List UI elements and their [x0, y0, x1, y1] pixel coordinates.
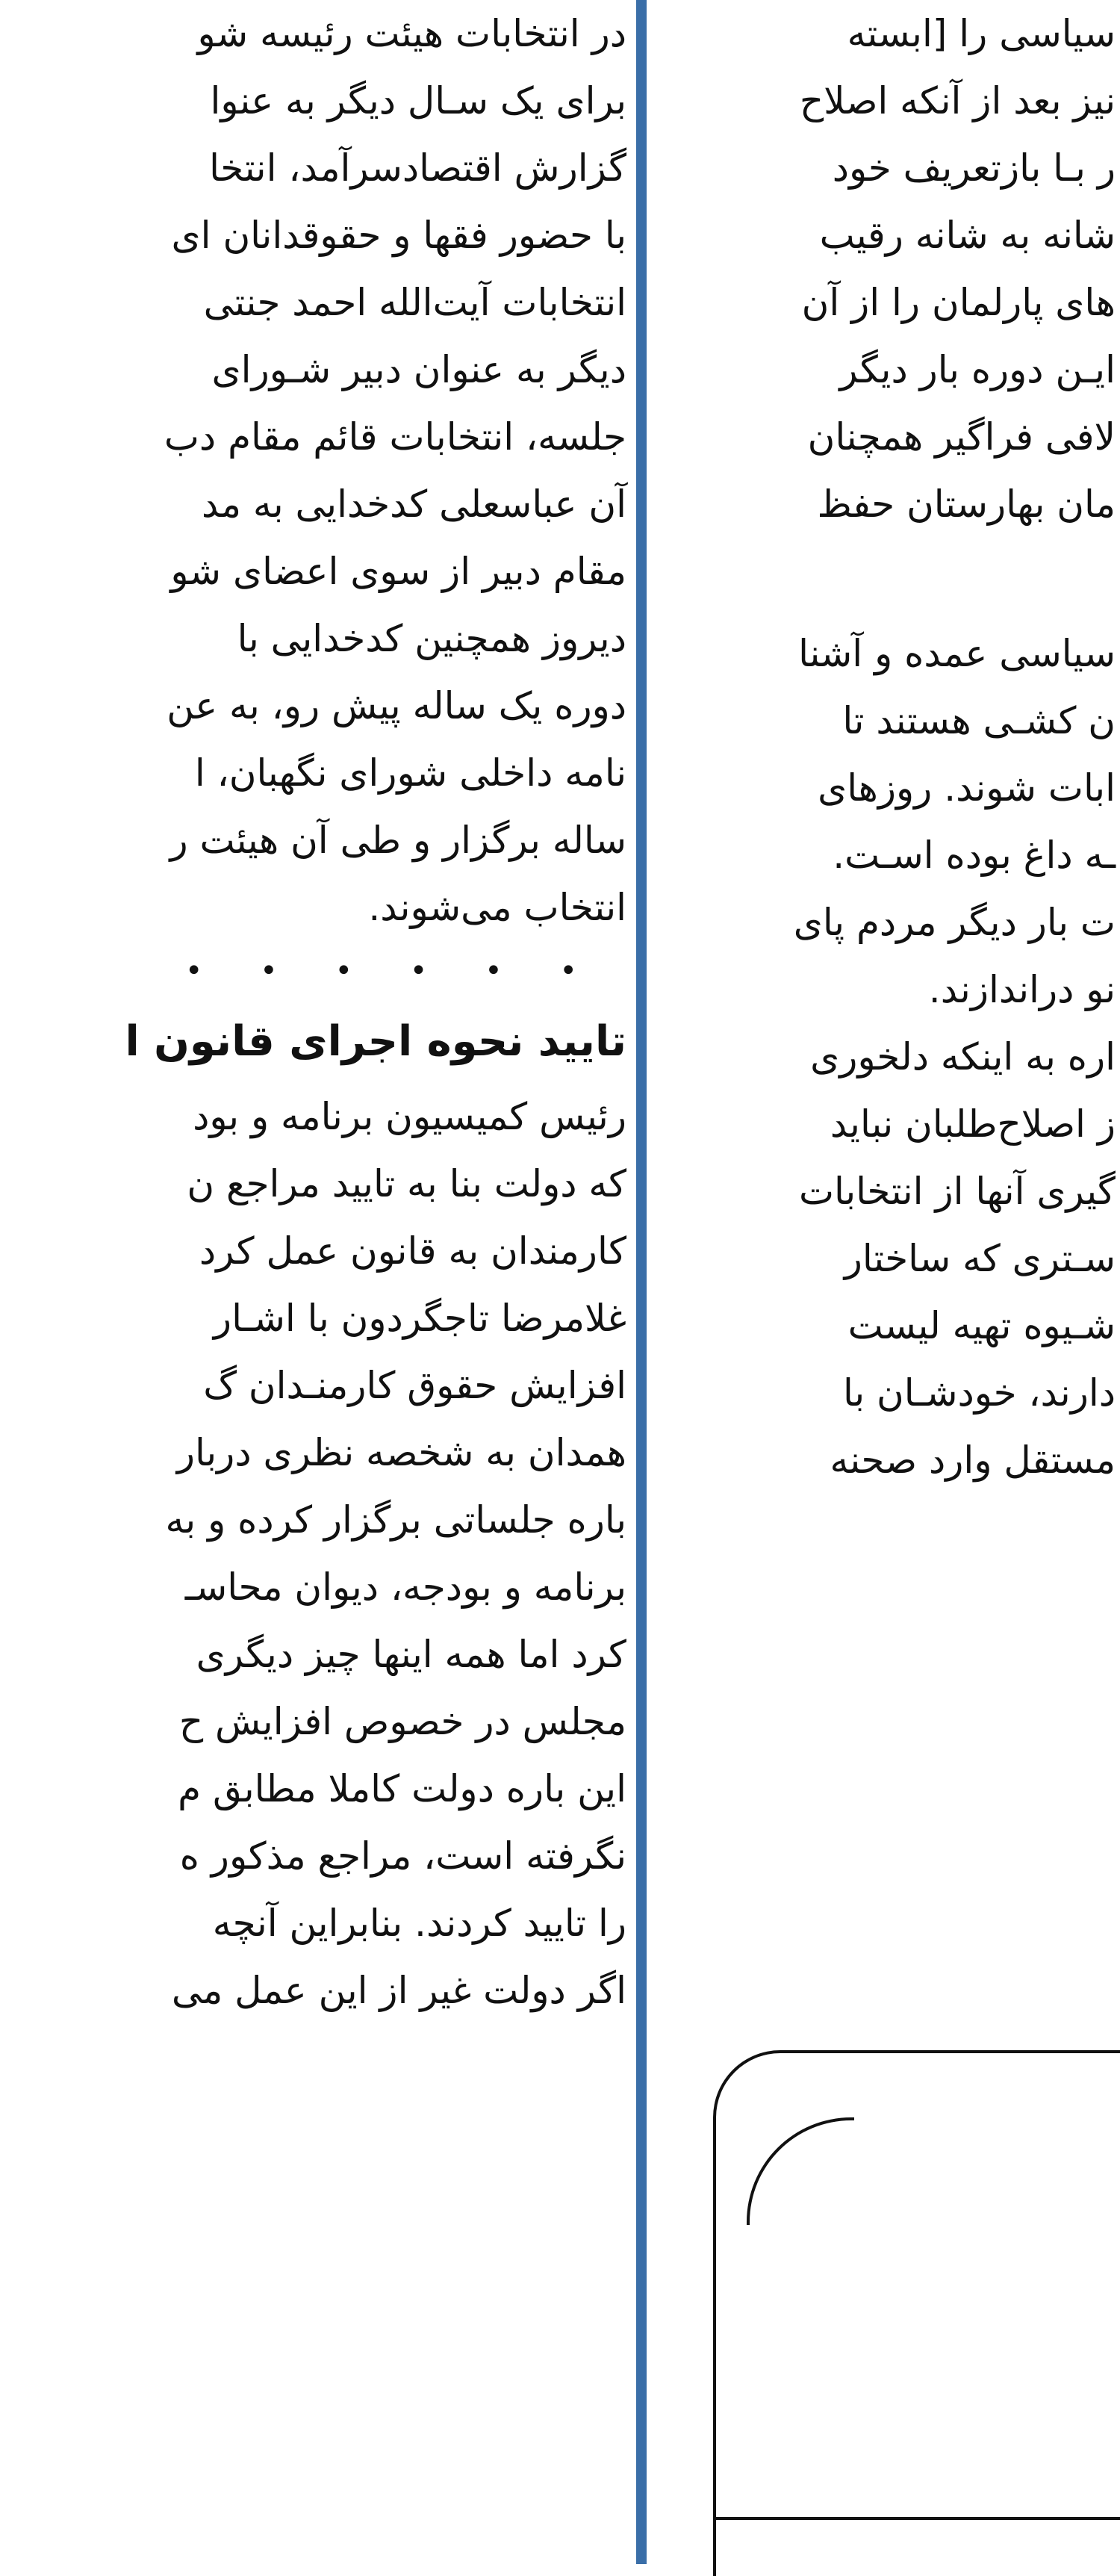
- text-line: ساله برگزار و طی آن هیئت ر: [169, 819, 626, 862]
- text-line: همدان به شخصه نظری دربار: [176, 1431, 626, 1474]
- text-line: جلسه، انتخابات قائم مقام دب: [164, 415, 626, 459]
- budget-article-body: [0, 1083, 631, 2024]
- text-line: مجلس در خصوص افزایش ح: [178, 1700, 626, 1743]
- article-headline: تایید نحوه اجرای قانون ا: [125, 1017, 626, 1066]
- article-left-column: [657, 0, 1120, 1494]
- text-line: دوره یک ساله پیش رو، به عن: [167, 684, 626, 727]
- text-line: سیاسی عمده و آشنا: [798, 632, 1116, 675]
- section-separator: • • • • • •: [184, 954, 601, 988]
- text-line: مستقل وارد صحنه: [830, 1438, 1116, 1482]
- image-frame: [713, 2050, 1120, 2576]
- left-article-body-bottom: [657, 620, 1120, 1494]
- text-line: سیاسی را [ابسته: [847, 12, 1116, 55]
- text-line: این باره دولت کاملا مطابق م: [178, 1767, 626, 1810]
- frame-bottom-rule: [713, 2517, 1120, 2520]
- text-line: رئیس کمیسیون برنامه و بود: [193, 1095, 626, 1138]
- text-line: که دولت بنا به تایید مراجع ن: [187, 1162, 626, 1205]
- text-line: های پارلمان را از آن: [801, 281, 1116, 324]
- text-line: گزارش اقتصادسرآمد، انتخا: [209, 146, 626, 190]
- text-line: برای یک سـال دیگر به عنوا: [210, 79, 626, 122]
- text-line: در انتخابات هیئت رئیسه شو: [197, 12, 626, 55]
- text-line: ت بار دیگر مردم پای: [793, 901, 1116, 944]
- article-right-column: [0, 0, 631, 2024]
- text-line: نو درانداز‌ند.: [928, 968, 1116, 1011]
- text-line: اره به اینکه دلخوری: [810, 1035, 1116, 1078]
- text-line: ن کشـی هستند تا: [842, 699, 1116, 742]
- text-line: انتخاب می‌شوند.: [368, 886, 626, 929]
- text-line: شـیوه تهیه لیست: [847, 1304, 1116, 1347]
- text-line: غلامرضا تاجگردون با اشـار: [213, 1297, 626, 1340]
- text-line: را تایید کردند. بنابراین آنچه: [212, 1902, 626, 1945]
- text-line: دیروز همچنین کدخدایی با: [237, 617, 626, 660]
- text-line: لافی فراگیر همچنان: [807, 415, 1116, 459]
- text-line: گیری آنها از انتخابات: [798, 1170, 1116, 1213]
- text-line: مان بهارستان حفظ: [817, 482, 1116, 526]
- text-line: آن عباسعلی کدخدایی به مد: [201, 482, 626, 526]
- text-line: اگر دولت غیر از این عمل می: [171, 1969, 626, 2012]
- text-line: انتخابات آیت‌الله احمد جنتی: [203, 281, 626, 324]
- text-line: برنامه و بودجه، دیوان محاسـ: [184, 1565, 626, 1609]
- text-line: ابات شوند. روزهای: [818, 766, 1116, 810]
- text-line: ایـن دوره بار دیگر: [839, 348, 1116, 391]
- left-article-body-top: [657, 0, 1120, 538]
- election-article-body: [0, 0, 631, 941]
- column-divider: [636, 0, 647, 2564]
- text-line: کارمندان به قانون عمل کرد: [199, 1229, 626, 1273]
- text-line: کرد اما همه اینها چیز دیگری: [196, 1633, 626, 1676]
- text-line: با حضور فقها و حقوقدانان ای: [171, 214, 626, 257]
- text-line: ز اصلاح‌طلبان نباید: [830, 1102, 1116, 1146]
- text-line: شانه به شانه رقیب: [819, 214, 1116, 257]
- text-line: دارند، خودشـان با: [842, 1371, 1116, 1415]
- text-line: دیگر به عنوان دبیر شـورای: [211, 348, 626, 391]
- text-line: نامه داخلی شورای نگهبان، ا: [194, 751, 626, 795]
- text-line: افزایش حقوق کارمنـدان گ: [203, 1364, 626, 1407]
- text-line: نیز بعد از آنکه اصلاح: [799, 79, 1116, 122]
- text-line: نگرفته است، مراجع مذکور ه: [179, 1834, 626, 1878]
- text-line: سـتری که ساختار: [844, 1237, 1116, 1280]
- paragraph-gap: [657, 538, 1120, 620]
- text-line: ر بـا بازتعریف خود: [832, 146, 1116, 190]
- text-line: باره جلساتی برگزار کرده و به: [165, 1498, 626, 1542]
- text-line: مقام دبیر از سوی اعضای شو: [170, 550, 626, 593]
- text-line: ـه داغ بوده اسـت.: [833, 834, 1116, 877]
